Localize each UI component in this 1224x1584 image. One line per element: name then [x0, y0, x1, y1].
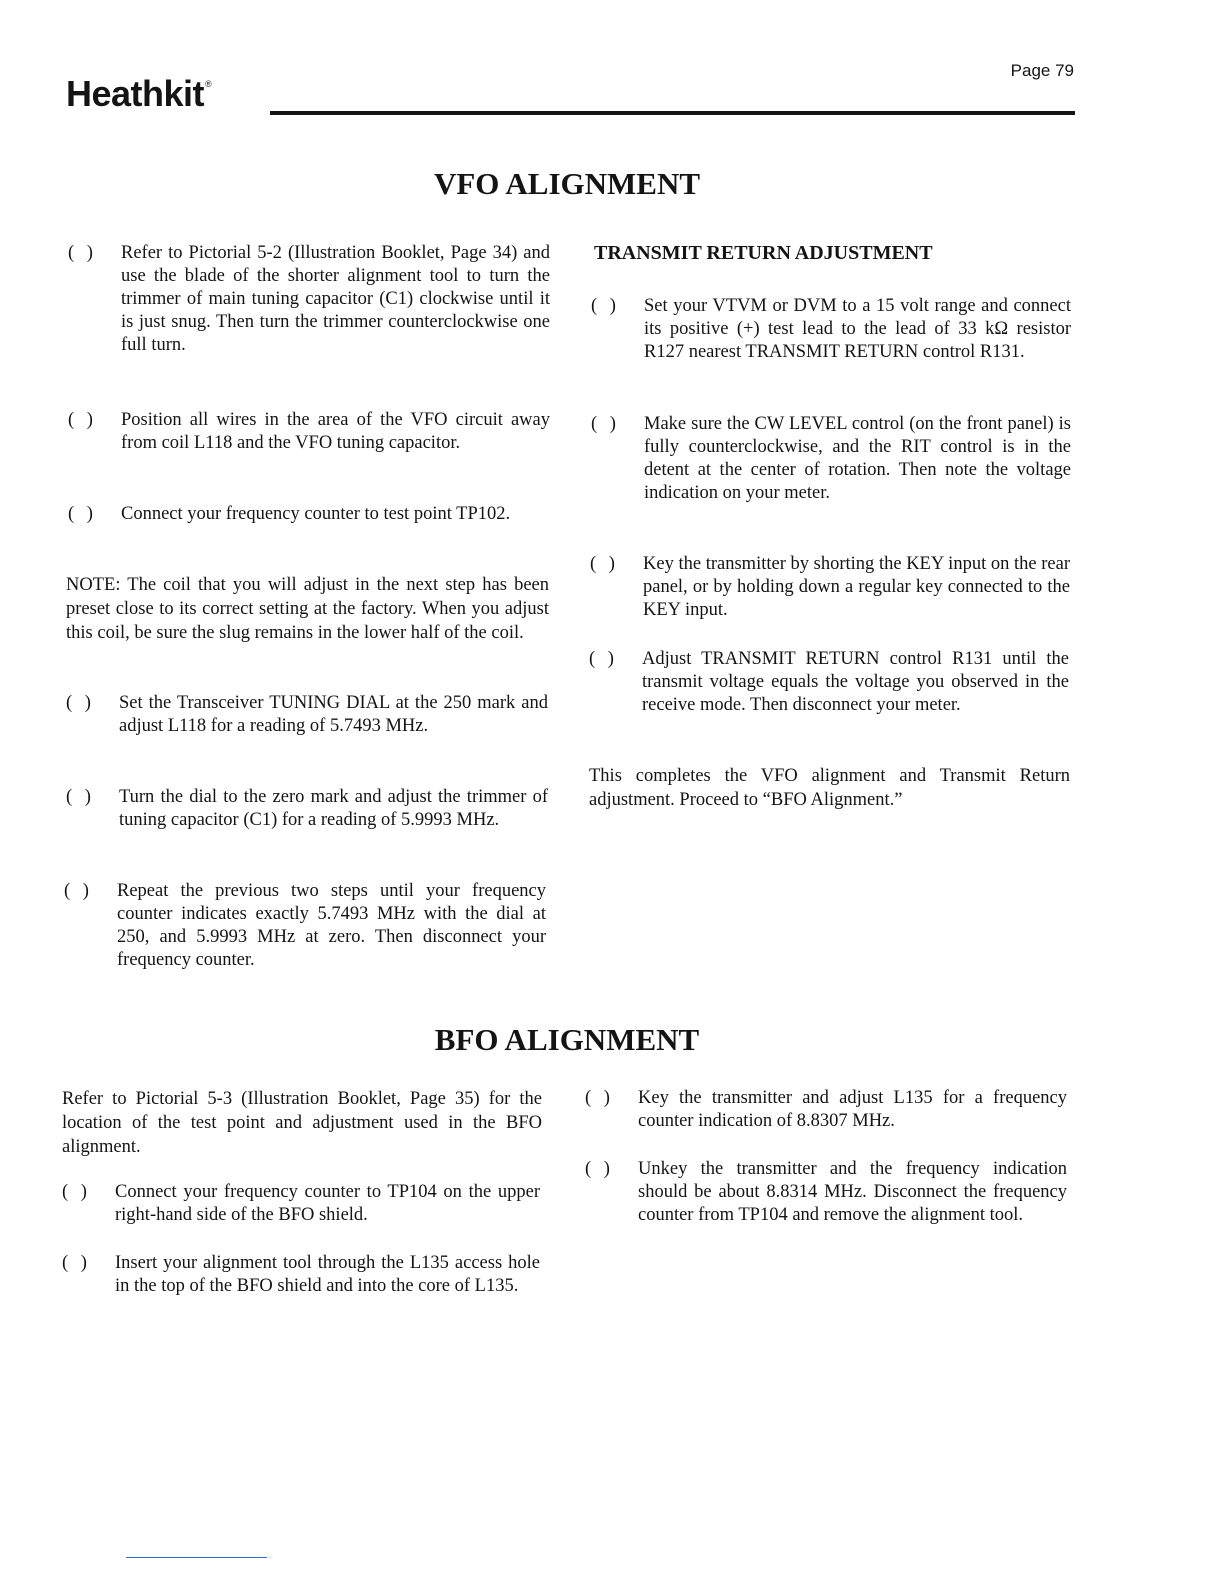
step-text: Position all wires in the area of the VFO circuit away from coil L118 and the VFO tuning capacitor.	[121, 410, 550, 453]
vfo-step	[64, 880, 546, 972]
header-rule	[270, 111, 1075, 115]
step-text: Make sure the CW LEVEL control (on the front panel) is fully counterclockwise, and the RIT control is in the detent at the center of rotation. Then note the voltage indication on your meter.	[644, 414, 1071, 503]
checkbox[interactable]: ( )	[66, 787, 91, 807]
step-text: Set the Transceiver TUNING DIAL at the 250 mark and adjust L118 for a reading of 5.7493 MHz.	[119, 693, 548, 736]
checkbox[interactable]: ( )	[591, 414, 616, 434]
transmit-step	[591, 295, 1071, 364]
checkbox[interactable]: ( )	[591, 296, 616, 316]
step-text: Set your VTVM or DVM to a 15 volt range and connect its positive (+) test lead to the lead of 33 kΩ resistor R127 nearest TRANSMIT RETURN control R131.	[644, 296, 1071, 362]
step-text: Turn the dial to the zero mark and adjust the trimmer of tuning capacitor (C1) for a reading of 5.9993 MHz.	[119, 787, 548, 830]
checkbox[interactable]: ( )	[62, 1253, 87, 1273]
bfo-intro: Refer to Pictorial 5-3 (Illustration Booklet, Page 35) for the location of the test point and adjustment used in the BFO alignment.	[62, 1089, 542, 1157]
vfo-step	[68, 503, 550, 526]
bfo-step	[585, 1087, 1067, 1133]
step-text: Refer to Pictorial 5-2 (Illustration Booklet, Page 34) and use the blade of the shorter alignment tool to turn the trimmer of main tuning capacitor (C1) clockwise until it is just snug. Then turn the trimmer counterclockwise one full turn.	[121, 243, 550, 355]
checkbox[interactable]: ( )	[589, 649, 614, 669]
transmit-step	[590, 553, 1070, 622]
step-text: Adjust TRANSMIT RETURN control R131 until the transmit voltage equals the voltage you observed in the receive mode. Then disconnect your meter.	[642, 649, 1069, 715]
step-text: Unkey the transmitter and the frequency indication should be about 8.8314 MHz. Disconnect the frequency counter from TP104 and remove the alignment tool.	[638, 1159, 1067, 1225]
step-text: Connect your frequency counter to TP104 on the upper right-hand side of the BFO shield.	[115, 1182, 540, 1225]
vfo-note: NOTE: The coil that you will adjust in the next step has been preset close to its correct setting at the factory. When you adjust this coil, be sure the slug remains in the lower half of the coil.	[66, 575, 549, 643]
step-text: Connect your frequency counter to test point TP102.	[121, 504, 511, 524]
step-text: Insert your alignment tool through the L135 access hole in the top of the BFO shield and into the core of L135.	[115, 1253, 540, 1296]
brand-name: Heathkit	[66, 73, 205, 114]
checkbox[interactable]: ( )	[68, 504, 93, 524]
bfo-step	[62, 1181, 540, 1227]
vfo-step	[66, 692, 548, 738]
checkbox[interactable]: ( )	[585, 1159, 610, 1179]
step-text: Key the transmitter by shorting the KEY input on the rear panel, or by holding down a regular key connected to the KEY input.	[643, 554, 1070, 620]
step-text: Key the transmitter and adjust L135 for a frequency counter indication of 8.8307 MHz.	[638, 1088, 1067, 1131]
footer-link-line	[126, 1557, 267, 1558]
transmit-return-subtitle: TRANSMIT RETURN ADJUSTMENT	[594, 242, 933, 264]
registered-mark: ®	[205, 79, 212, 89]
checkbox[interactable]: ( )	[68, 243, 93, 263]
checkbox[interactable]: ( )	[585, 1088, 610, 1108]
bfo-step	[62, 1252, 540, 1298]
bfo-section-title: BFO ALIGNMENT	[434, 1022, 700, 1057]
transmit-step	[591, 413, 1071, 505]
vfo-section-title: VFO ALIGNMENT	[433, 166, 701, 201]
checkbox[interactable]: ( )	[62, 1182, 87, 1202]
checkbox[interactable]: ( )	[66, 693, 91, 713]
vfo-closing-text: This completes the VFO alignment and Transmit Return adjustment. Proceed to “BFO Alignment.”	[589, 766, 1070, 810]
vfo-step	[66, 786, 548, 832]
page-number: Page 79	[1010, 61, 1074, 80]
transmit-step	[589, 648, 1069, 717]
checkbox[interactable]: ( )	[64, 881, 89, 901]
brand-logo	[66, 73, 212, 114]
checkbox[interactable]: ( )	[68, 410, 93, 430]
checkbox[interactable]: ( )	[590, 554, 615, 574]
vfo-step	[68, 242, 550, 357]
vfo-step	[68, 409, 550, 455]
bfo-step	[585, 1158, 1067, 1227]
step-text: Repeat the previous two steps until your frequency counter indicates exactly 5.7493 MHz with the dial at 250, and 5.9993 MHz at zero. Then disconnect your frequency counter.	[117, 881, 546, 970]
